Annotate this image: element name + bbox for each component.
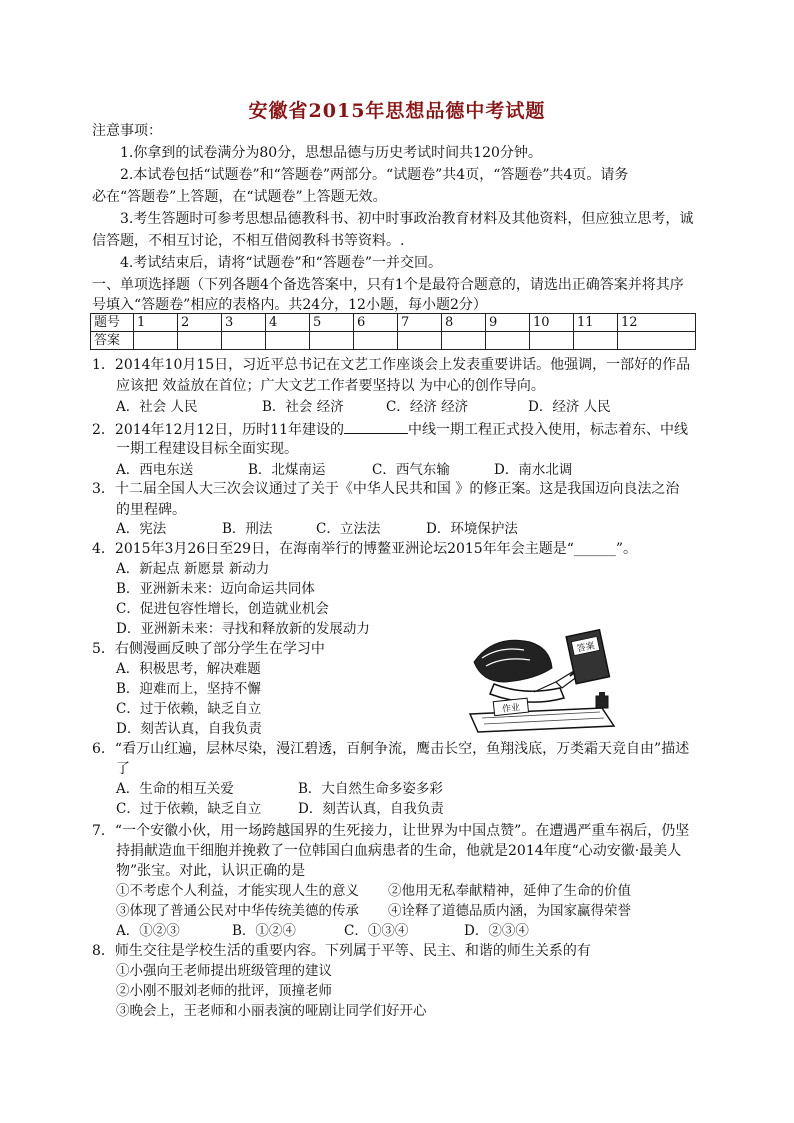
question-3-stem-cont: 的里程碑。 [116, 502, 186, 518]
question-6-option-d: D．刻苦认真，自我负责 [298, 801, 444, 817]
table-row [91, 314, 696, 332]
question-4-option-b: B．亚洲新未来：迈向命运共同体 [116, 581, 315, 597]
book-label: 答案 [576, 641, 596, 655]
page-title: 安徽省2015年思想品德中考试题 [248, 100, 546, 122]
question-2-stem [92, 419, 688, 439]
question-4-stem: 4．2015年3月26日至29日，在海南举行的博鳌亚洲论坛2015年年会主题是“______”。 [92, 541, 638, 557]
note-3-cont: 信答题，不相互讨论，不相互借阅教科书等资料。. [92, 233, 405, 249]
table-row [91, 332, 696, 350]
answer-cell [486, 332, 530, 350]
question-7-statement-2: ②他用无私奉献精神，延伸了生命的价值 [388, 883, 631, 899]
table-cell: 10 [530, 314, 574, 332]
table-cell: 1 [134, 314, 178, 332]
question-4-option-d: D．亚洲新未来：寻找和释放新的发展动力 [116, 621, 370, 637]
answer-cell [354, 332, 398, 350]
question-8-statement-2: ②小刚不服刘老师的批评，顶撞老师 [116, 983, 332, 999]
cartoon-illustration [464, 622, 622, 734]
question-1-option-a: A．社会 人民 [116, 399, 198, 415]
question-3-option-c: C．立法法 [316, 521, 381, 537]
table-cell: 12 [618, 314, 696, 332]
question-6-option-c: C．过于依赖，缺乏自立 [116, 801, 262, 817]
question-4-option-c: C．促进包容性增长，创造就业机会 [116, 601, 329, 617]
question-1-option-b: B．社会 经济 [262, 399, 344, 415]
question-5-option-d: D．刻苦认真，自我负责 [116, 721, 262, 737]
note-4: 4.考试结束后，请将“试题卷”和“答题卷”一并交回。 [120, 255, 442, 271]
question-6-option-b: B．大自然生命多姿多彩 [298, 781, 443, 797]
question-1-option-c: C．经济 经济 [386, 399, 469, 415]
question-6-stem-cont: 了 [116, 761, 130, 777]
answer-cell [222, 332, 266, 350]
question-3-option-d: D．环境保护法 [426, 521, 518, 537]
question-4-option-a: A．新起点 新愿景 新动力 [116, 561, 270, 577]
answer-cell [310, 332, 354, 350]
question-7-statement-1: ①不考虑个人利益，才能实现人生的意义 [116, 883, 359, 899]
section-heading: 一、单项选择题（下列各题4个备选答案中，只有1个是最符合题意的，请选出正确答案并将其序 [92, 277, 684, 293]
question-7-option-b: B．①②④ [232, 923, 296, 939]
answer-cell [530, 332, 574, 350]
question-8-statement-3: ③晚会上，王老师和小丽表演的哑剧让同学们好开心 [116, 1003, 427, 1019]
table-cell: 3 [222, 314, 266, 332]
question-7-statement-4: ④诠释了道德品质内涵，为国家赢得荣誉 [388, 903, 631, 919]
question-2-stem-part2: 中线一期工程正式投入使用，标志着东、中线 [407, 422, 688, 438]
section-heading-cont: 号填入“答题卷”相应的表格内。共24分，12小题，每小题2分） [92, 297, 487, 313]
row-label-answer: 答案 [91, 332, 134, 350]
question-1-stem-cont: 应该把 效益放在首位；广大文艺工作者要坚持以 为中心的创作导向。 [116, 378, 545, 394]
note-2: 2.本试卷包括“试题卷”和“答题卷”两部分。“试题卷”共4页，“答题卷”共4页。请务 [120, 167, 629, 183]
table-cell: 4 [266, 314, 310, 332]
question-5-option-c: C．过于依赖，缺乏自立 [116, 701, 262, 717]
table-cell: 9 [486, 314, 530, 332]
question-7-option-c: C．①③④ [344, 923, 409, 939]
table-cell: 7 [398, 314, 442, 332]
answer-cell [398, 332, 442, 350]
question-3-option-b: B．刑法 [222, 521, 273, 537]
question-2-option-b: B．北煤南运 [248, 462, 326, 478]
answer-blank [344, 419, 408, 434]
answer-cell [574, 332, 618, 350]
note-2-cont: 必在“答题卷”上答题，在“试题卷”上答题无效。 [92, 189, 387, 205]
question-7-option-d: D．②③④ [464, 923, 529, 939]
question-5-option-a: A．积极思考，解决难题 [116, 661, 261, 677]
student-head-shape [474, 640, 552, 682]
question-3-stem: 3．十二届全国人大三次会议通过了关于《中华人民共和国 》的修正案。这是我国迈向良法之治 [92, 481, 680, 497]
answer-cell [266, 332, 310, 350]
question-2-option-a: A．西电东送 [116, 462, 194, 478]
notes-heading: 注意事项： [92, 123, 162, 139]
question-5-stem: 5．右侧漫画反映了部分学生在学习中 [92, 641, 325, 657]
question-8-statement-1: ①小强向王老师提出班级管理的建议 [116, 963, 332, 979]
answer-cell [134, 332, 178, 350]
question-2-option-d: D．南水北调 [494, 462, 573, 478]
answer-cell [618, 332, 696, 350]
table-cell: 5 [310, 314, 354, 332]
question-7-stem-cont2: 物”张宝。对此，认识正确的是 [116, 863, 306, 879]
note-1: 1.你拿到的试卷满分为80分，思想品德与历史考试时间共120分钟。 [120, 145, 542, 161]
question-7-option-a: A．①②③ [116, 923, 180, 939]
question-1-option-d: D．经济 人民 [528, 399, 611, 415]
question-6-option-a: A．生命的相互关爱 [116, 781, 234, 797]
answer-cell [178, 332, 222, 350]
question-1-stem: 1．2014年10月15日，习近平总书记在文艺工作座谈会上发表重要讲话。他强调，一部好的作品 [92, 357, 691, 373]
note-3: 3.考生答题时可参考思想品德教科书、初中时事政治教育材料及其他资料，但应独立思考，诚 [120, 211, 694, 227]
question-8-stem: 8．师生交往是学校生活的重要内容。下列属于平等、民主、和谐的师生关系的有 [92, 943, 591, 959]
question-2-option-c: C．西气东输 [372, 462, 450, 478]
question-7-statement-3: ③体现了普通公民对中华传统美德的传承 [116, 903, 359, 919]
paper-shape [470, 708, 614, 732]
question-7-stem-cont: 持捐献造血干细胞并挽救了一位韩国白血病患者的生命，他就是2014年度“心动安徽·最美人 [116, 843, 682, 859]
question-7-stem: 7．“一个安徽小伙，用一场跨越国界的生死接力，让世界为中国点赞”。在遭遇严重车祸后，仍坚 [92, 823, 690, 839]
question-6-stem: 6．“看万山红遍，层林尽染，漫江碧透，百舸争流，鹰击长空，鱼翔浅底，万类霜天竞自由”描述 [92, 741, 690, 757]
answer-cell [442, 332, 486, 350]
table-cell: 8 [442, 314, 486, 332]
row-label-number: 题号 [91, 314, 134, 332]
question-3-option-a: A．宪法 [116, 521, 167, 537]
table-cell: 2 [178, 314, 222, 332]
table-cell: 6 [354, 314, 398, 332]
answer-table [90, 313, 696, 350]
question-2-stem-part1: 2．2014年12月12日，历时11年建设的 [92, 422, 344, 438]
homework-label: 作业 [501, 702, 521, 715]
question-5-option-b: B．迎难而上，坚持不懈 [116, 681, 261, 697]
question-2-stem-cont: 一期工程建设目标全面实现。 [116, 441, 298, 457]
table-cell: 11 [574, 314, 618, 332]
